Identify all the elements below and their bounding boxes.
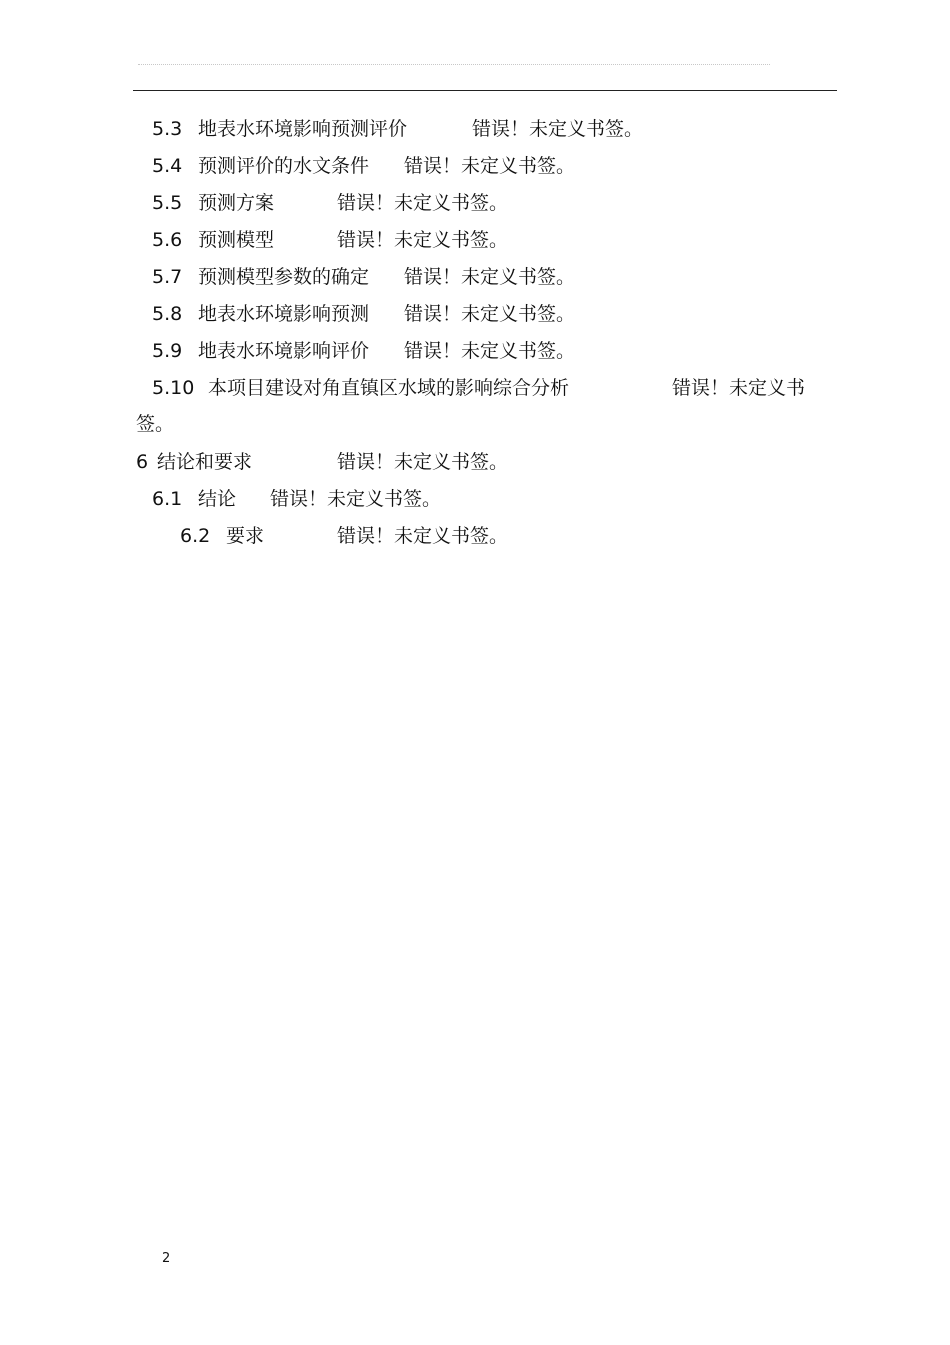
toc-number: 6 bbox=[136, 451, 149, 473]
toc-number: 6.2 bbox=[180, 525, 211, 547]
toc-error-text: 错误！未定义书 bbox=[672, 377, 806, 399]
toc-title: 地表水环境影响预测评价 bbox=[198, 118, 408, 140]
toc-error-continuation: 签。 bbox=[136, 413, 175, 435]
toc-error-text: 错误！未定义书签。 bbox=[404, 155, 576, 177]
toc-error-text: 错误！未定义书签。 bbox=[404, 266, 576, 288]
toc-title: 结论 bbox=[198, 488, 237, 510]
toc-title: 结论和要求 bbox=[157, 451, 253, 473]
toc-number: 5.9 bbox=[152, 340, 183, 362]
toc-number: 5.3 bbox=[152, 118, 183, 140]
toc-number: 5.10 bbox=[152, 377, 195, 399]
toc-title: 预测方案 bbox=[198, 192, 275, 214]
toc-number: 6.1 bbox=[152, 488, 183, 510]
toc-error-text: 错误！未定义书签。 bbox=[337, 525, 509, 547]
toc-error-text: 错误！未定义书签。 bbox=[404, 303, 576, 325]
toc-error-text: 错误！未定义书签。 bbox=[270, 488, 442, 510]
toc-error-text: 错误！未定义书签。 bbox=[404, 340, 576, 362]
toc-title: 本项目建设对角直镇区水域的影响综合分析 bbox=[208, 377, 570, 399]
header-dotted-line bbox=[138, 64, 770, 65]
toc-error-text: 错误！未定义书签。 bbox=[337, 451, 509, 473]
toc-title: 地表水环境影响预测 bbox=[198, 303, 370, 325]
toc-number: 5.5 bbox=[152, 192, 183, 214]
page-number: 2 bbox=[162, 1251, 171, 1266]
toc-error-text: 错误！未定义书签。 bbox=[337, 229, 509, 251]
toc-title: 预测评价的水文条件 bbox=[198, 155, 370, 177]
toc-error-text: 错误！未定义书签。 bbox=[337, 192, 509, 214]
toc-number: 5.8 bbox=[152, 303, 183, 325]
toc-title: 地表水环境影响评价 bbox=[198, 340, 370, 362]
toc-error-text: 错误！未定义书签。 bbox=[472, 118, 644, 140]
toc-number: 5.6 bbox=[152, 229, 183, 251]
toc-number: 5.7 bbox=[152, 266, 183, 288]
toc-title: 预测模型 bbox=[198, 229, 275, 251]
toc-number: 5.4 bbox=[152, 155, 183, 177]
header-rule bbox=[133, 90, 837, 91]
toc-title: 要求 bbox=[226, 525, 265, 547]
toc-title: 预测模型参数的确定 bbox=[198, 266, 370, 288]
